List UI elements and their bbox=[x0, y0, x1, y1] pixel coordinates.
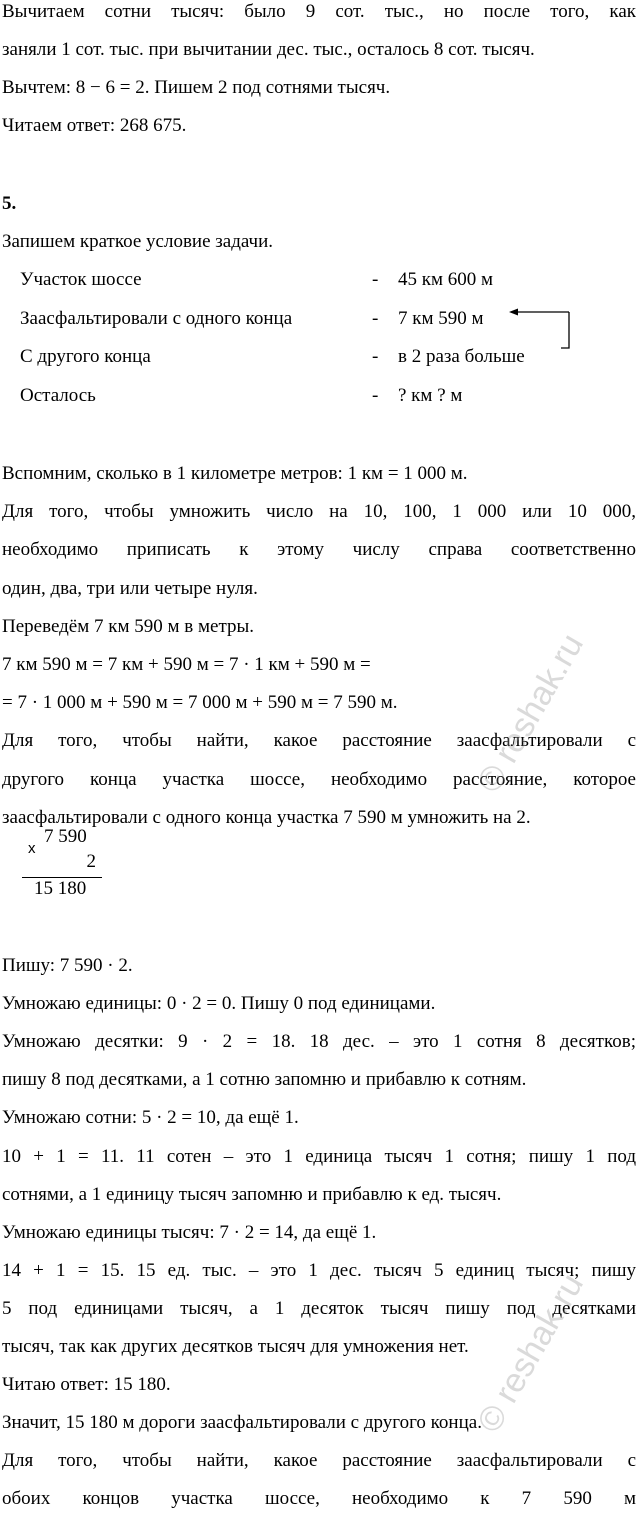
product: 15 180 bbox=[34, 878, 87, 899]
bracket-arrow-icon bbox=[505, 308, 575, 358]
text-line: 10 + 1 = 11. 11 сотен – это 1 единица тысяч 1 сотня; пишу 1 под bbox=[2, 1145, 636, 1167]
text-line: Вспомним, сколько в 1 километре метров: 1 км = 1 000 м. bbox=[2, 463, 468, 484]
text-line: Для того, чтобы найти, какое расстояние заасфальтировали с bbox=[2, 1450, 636, 1472]
column-multiplication bbox=[22, 822, 104, 910]
text-line: сотнями, а 1 единицу тысяч запомню и прибавлю к ед. тысяч. bbox=[2, 1183, 502, 1205]
text-line: Вычитаем сотни тысяч: было 9 сот. тыс., но после того, как bbox=[2, 1, 636, 22]
text-line: другого конца участка шоссе, необходимо расстояние, которое bbox=[2, 768, 636, 790]
task-number: 5. bbox=[2, 193, 17, 214]
text-line: обоих концов участка шоссе, необходимо к 7 590 м bbox=[2, 1488, 636, 1510]
watermark: © reshak.ru bbox=[470, 1267, 592, 1439]
text-line: 14 + 1 = 15. 15 ед. тыс. – это 1 дес. тысяч 5 единиц тысяч; пишу bbox=[2, 1259, 636, 1281]
text-line: Переведём 7 км 590 м в метры. bbox=[2, 615, 255, 637]
condition-intro: Запишем краткое условие задачи. bbox=[2, 231, 274, 252]
text-line: пишу 8 под десятками, а 1 сотню запомню и прибавлю к сотням. bbox=[2, 1069, 527, 1091]
text-line: тысяч, так как других десятков тысяч для умножения нет. bbox=[2, 1336, 469, 1357]
text-line: Умножаю единицы тысяч: 7 · 2 = 14, да ещё 1. bbox=[2, 1221, 377, 1243]
text-line: Умножаю единицы: 0 · 2 = 0. Пишу 0 под единицами. bbox=[2, 993, 436, 1015]
text-line: Вычтем: 8 − 6 = 2. Пишем 2 под сотнями тысяч. bbox=[2, 77, 391, 98]
text-line: Читаем ответ: 268 675. bbox=[2, 115, 187, 136]
text-line: необходимо приписать к этому числу справа соответственно bbox=[2, 539, 636, 561]
text-line: Читаю ответ: 15 180. bbox=[2, 1374, 171, 1396]
text-line: 7 км 590 м = 7 км + 590 м = 7 · 1 км + 590 м = bbox=[2, 654, 371, 675]
watermark: © reshak.ru bbox=[470, 627, 592, 799]
text-line: Пишу: 7 590 · 2. bbox=[2, 955, 133, 976]
text-line: Для того, чтобы умножить число на 10, 100, 1 000 или 10 000, bbox=[2, 501, 636, 523]
text-line: = 7 · 1 000 м + 590 м = 7 000 м + 590 м = 7 590 м. bbox=[2, 692, 398, 714]
text-line: заасфальтировали с одного конца участка 7 590 м умножить на 2. bbox=[2, 806, 531, 828]
multiplicand: 7 590 bbox=[44, 826, 87, 847]
text-line: Умножаю десятки: 9 · 2 = 18. 18 дес. – это 1 сотня 8 десятков; bbox=[2, 1031, 636, 1053]
multiply-sign: x bbox=[28, 840, 36, 857]
text-line: один, два, три или четыре нуля. bbox=[2, 577, 258, 599]
text-line: Умножаю сотни: 5 · 2 = 10, да ещё 1. bbox=[2, 1107, 299, 1129]
text-line: заняли 1 сот. тыс. при вычитании дес. тыс., осталось 8 сот. тысяч. bbox=[2, 39, 535, 60]
text-line: 5 под единицами тысяч, а 1 десяток тысяч пишу под десятками bbox=[2, 1297, 636, 1319]
multiplier: 2 bbox=[86, 851, 96, 872]
text-line: Значит, 15 180 м дороги заасфальтировали с другого конца. bbox=[2, 1412, 482, 1434]
text-line: Для того, чтобы найти, какое расстояние заасфальтировали с bbox=[2, 730, 636, 752]
